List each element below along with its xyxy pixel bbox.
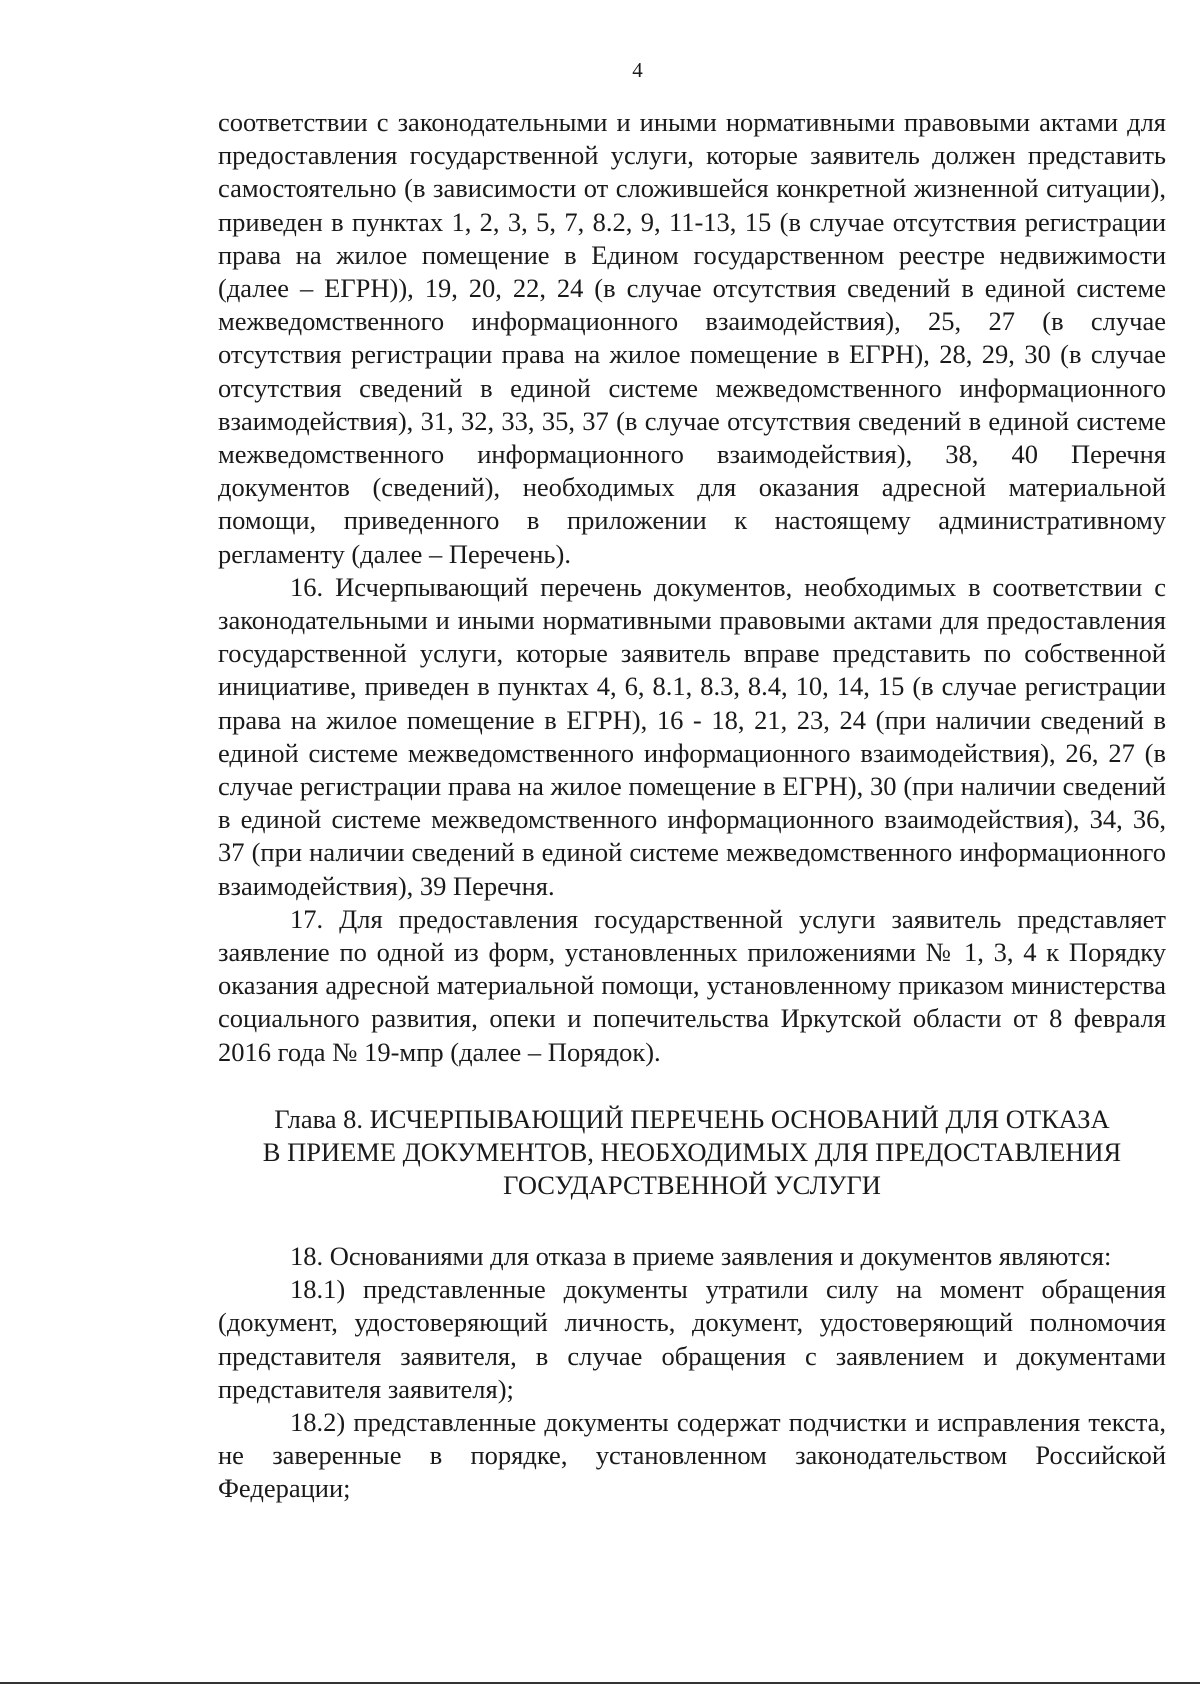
bottom-scan-edge xyxy=(0,1682,1200,1684)
paragraph-18: 18. Основаниями для отказа в приеме заявления и документов являются: xyxy=(290,1240,1112,1271)
chapter-heading xyxy=(218,1103,1166,1202)
paragraph-17: 17. Для предоставления государственной услуги заявитель представляет заявление по одной из форм, установленных приложениями № 1, 3, 4 к Порядку оказания адресной материальной помощи, установленному приказом министерства социального развития, опеки и попечительства Иркутской области от 8 февраля 2016 года № 19-мпр (далее – Порядок). xyxy=(218,903,1166,1067)
chapter-heading-line-1: Глава 8. ИСЧЕРПЫВАЮЩИЙ ПЕРЕЧЕНЬ ОСНОВАНИЙ ДЛЯ ОТКАЗА xyxy=(274,1103,1110,1134)
paragraph-16: 16. Исчерпывающий перечень документов, необходимых в соответствии с законодательными и иными нормативными правовыми актами для предоставления государственной услуги, которые заявитель вправе представить по собственной инициативе, приведен в пунктах 4, 6, 8.1, 8.3, 8.4, 10, 14, 15 (в случае регистрации права на жилое помещение в ЕГРН), 16 - 18, 21, 23, 24 (при наличии сведений в единой системе межведомственного информационного взаимодействия), 26, 27 (в случае регистрации права на жилое помещение в ЕГРН), 30 (при наличии сведений в единой системе межведомственного информационного взаимодействия), 34, 36, 37 (при наличии сведений в единой системе межведомственного информационного взаимодействия), 39 Перечня. xyxy=(218,571,1166,901)
chapter-heading-line-2: В ПРИЕМЕ ДОКУМЕНТОВ, НЕОБХОДИМЫХ ДЛЯ ПРЕДОСТАВЛЕНИЯ xyxy=(262,1136,1122,1167)
chapter-heading-line-3: ГОСУДАРСТВЕННОЙ УСЛУГИ xyxy=(503,1169,881,1200)
document-body xyxy=(218,106,1166,1506)
paragraph-18-2: 18.2) представленные документы содержат подчистки и исправления текста, не заверенные в порядке, установленном законодательством Российской Федерации; xyxy=(218,1406,1166,1504)
paragraph-18-1: 18.1) представленные документы утратили силу на момент обращения (документ, удостоверяющий личность, документ, удостоверяющий полномочия представителя заявителя, в случае обращения с заявлением и документами представителя заявителя); xyxy=(218,1274,1166,1404)
page-number: 4 xyxy=(632,58,643,82)
paragraph-15-continuation: соответствии с законодательными и иными нормативными правовыми актами для предоставления государственной услуги, которые заявитель должен представить самостоятельно (в зависимости от сложившейся конкретной жизненной ситуации), приведен в пунктах 1, 2, 3, 5, 7, 8.2, 9, 11-13, 15 (в случае отсутствия регистрации права на жилое помещение в Едином государственном реестре недвижимости (далее – ЕГРН)), 19, 20, 22, 24 (в случае отсутствия сведений в единой системе межведомственного информационного взаимодействия), 25, 27 (в случае отсутствия регистрации права на жилое помещение в ЕГРН), 28, 29, 30 (в случае отсутствия сведений в единой системе межведомственного информационного взаимодействия), 31, 32, 33, 35, 37 (в случае отсутствия сведений в единой системе межведомственного информационного взаимодействия), 38, 40 Перечня документов (сведений), необходимых для оказания адресной материальной помощи, приведенного в приложении к настоящему административному регламенту (далее – Перечень). xyxy=(218,107,1166,569)
